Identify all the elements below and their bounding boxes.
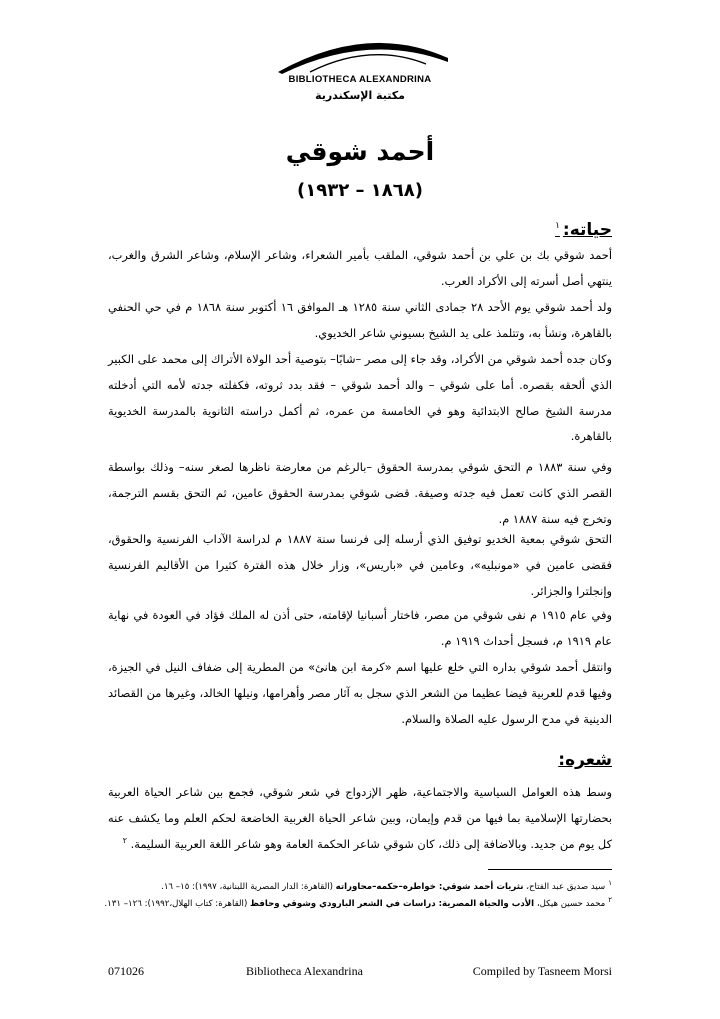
life-paragraph-2: ولد أحمد شوقي يوم الأحد ٢٨ جمادى الثاني سنة ١٢٨٥ هـ الموافق ١٦ أكتوبر سنة ١٨٦٨ م في حي الحنفي بالقاهرة، ونشأ به، وتتلمذ على يد الشيخ بسيوني شاعر الخديوي.: [108, 300, 612, 340]
life-paragraph-5: التحق شوقي بمعية الخديو توفيق الذي أرسله إلى فرنسا سنة ١٨٨٧ م لدراسة الآداب الفرنسية والحقوق، فقضى عامين في «مونبليه»، وعامين في «باريس»، وزار خلال هذه الفترة كثيرا من الأقاليم الفرنسية وإنجلترا والجزائر.: [108, 532, 612, 598]
life-dates: (١٨٦٨ – ١٩٣٢): [297, 180, 423, 201]
life-paragraph-7: وانتقل أحمد شوقي بداره التي خلع عليها اسم «كرمة ابن هانئ» من المطرية إلى ضفاف النيل في الجيزة، وفيها قدم للعربية فيضا عظيما من الشعر الذي سجل به آثار مصر وأهرامها، ونيلها الخالد، وغيرها من القصائد الدينية في مدح الرسول عليه الصلاة والسلام.: [108, 660, 612, 726]
footnote-2-work: الأدب والحياة المصرية: دراسات في الشعر البارودي وشوقي وحافظ: [250, 898, 535, 909]
page-title: أحمد شوقي: [285, 137, 435, 166]
life-heading-text: حياته:: [562, 220, 612, 240]
footnote-1-author: سيد صديق عبد الفتاح،: [526, 881, 606, 892]
life-heading: [555, 220, 612, 240]
poetry-heading: شعره:: [558, 750, 612, 770]
poetry-paragraph: [108, 780, 612, 857]
footnote-2-author: محمد حسين هيكل،: [536, 898, 606, 909]
footnote-2: [104, 893, 612, 911]
logo-latin-text: BIBLIOTHECA ALEXANDRINA: [288, 74, 432, 85]
life-paragraph-6: وفي عام ١٩١٥ م نفى شوقي من مصر، فاختار أسبانيا لإقامته، حتى أذن له الملك فؤاد في العودة في نهاية عام ١٩١٩ م، فسجل أحداث ١٩١٩ م.: [108, 608, 612, 648]
footnote-1-rest: (القاهرة: الدار المصرية اللبنانية، ١٩٩٧): ١٥– ١٦.: [161, 881, 333, 892]
footnote-1-work: نثريات أحمد شوقي: خواطره–حكمه–محاوراته: [335, 881, 524, 892]
footnote-1: [108, 876, 612, 894]
footer-library: Bibliotheca Alexandrina: [246, 964, 363, 978]
life-paragraph-1: أحمد شوقي بك بن علي بن أحمد شوقي، الملقب بأمير الشعراء، وشاعر الإسلام، وشاعر الشرق والغرب، ينتهي أصل أسرته إلى الأكراد العرب.: [108, 248, 612, 288]
footnote-divider: [488, 869, 612, 870]
life-paragraph-4: وفي سنة ١٨٨٣ م التحق شوقي بمدرسة الحقوق –بالرغم من معارضة ناظرها لصغر سنه– وذلك بواسطة القصر الذي كانت تعمل فيه جدته وصيفة. قضى شوقي بمدرسة الحقوق عامين، ثم التحق بقسم الترجمة، وتخرج فيه سنة ١٨٨٧ م.: [108, 460, 612, 526]
footnote-2-rest: (القاهرة: كتاب الهلال،١٩٩٢): ١٢٦– ١٣١.: [104, 898, 248, 909]
bibliotheca-alexandrina-logo: [250, 28, 470, 108]
footnote-2-number: ٢: [608, 896, 612, 904]
footer-code: 071026: [108, 964, 144, 978]
life-note-ref: ١: [555, 221, 560, 232]
footnote-1-number: ١: [608, 879, 612, 887]
life-paragraph-3: وكان جده أحمد شوقي من الأكراد، وقد جاء إلى مصر –شابًا– بتوصية أحد الولاة الأتراك إلى محمد على الكبير الذي ألحقه بقصره. أما على شوقي – والد أحمد شوقي – فقد بدد ثروته، فكفلته جدته لأمه التي أدخلته مدرسة الشيخ صالح الابتدائية وهو في الخامسة من عمره، ثم أكمل دراسته الثانوية بالمدرسة الخديوية بالقاهرة.: [108, 352, 612, 444]
poetry-paragraph-text: وسط هذه العوامل السياسية والاجتماعية، ظهر الإزدواج في شعر شوقي، فجمع بين شاعر الحياة العربية بحضارتها الإسلامية بما فيها من قدم وإيمان، وبين شاعر الحياة الغربية الخاضعة لحكم العلم وما يكشف عنه كل يوم من جديد. وبالاضافة إلى ذلك، كان شوقي شاعر الحكمة العامة وهو شاعر اللغة العربية السليمة.: [108, 785, 612, 851]
footer-compiler: Compiled by Tasneem Morsi: [472, 964, 612, 978]
logo-arabic-text: مكتبة الإسكندرية: [315, 89, 405, 102]
logo-arc-icon: [250, 28, 470, 78]
poetry-note-ref: ٢: [122, 835, 127, 845]
